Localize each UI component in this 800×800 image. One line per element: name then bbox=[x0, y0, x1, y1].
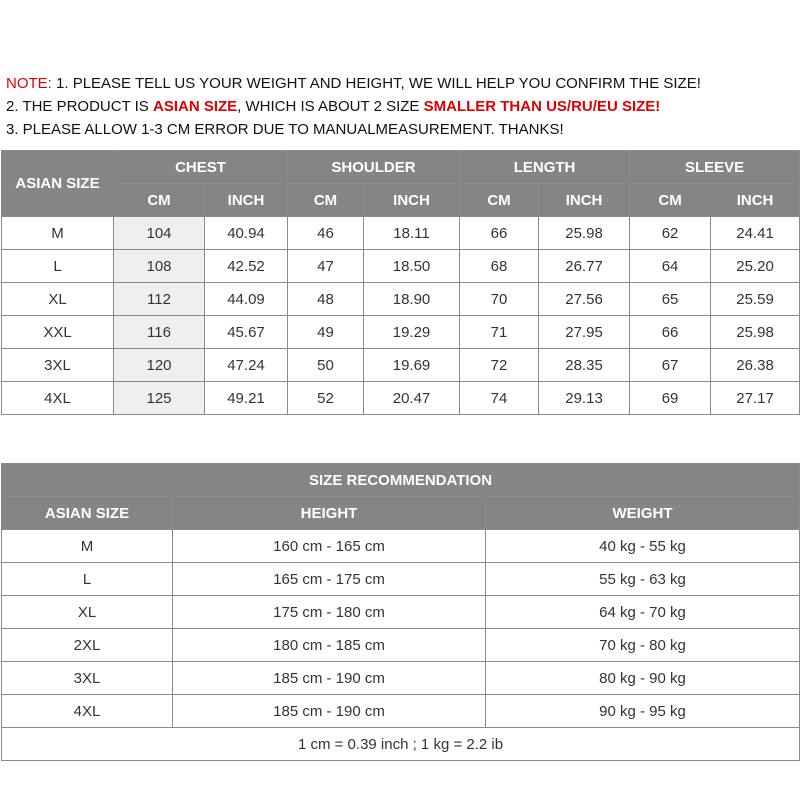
sleeve-header: SLEEVE bbox=[630, 151, 800, 184]
length-header: LENGTH bbox=[460, 151, 630, 184]
note-line-3: 3. PLEASE ALLOW 1-3 CM ERROR DUE TO MANUALMEASUREMENT. THANKS! bbox=[6, 121, 564, 138]
table-row bbox=[2, 349, 800, 382]
size-cell: 3XL bbox=[2, 349, 114, 382]
rec-height-cell: 165 cm - 175 cm bbox=[173, 563, 486, 596]
rec-weight-cell: 70 kg - 80 kg bbox=[486, 629, 800, 662]
measure-cell: 28.35 bbox=[539, 349, 630, 382]
unit-header: CM bbox=[630, 184, 711, 217]
measure-cell: 47 bbox=[288, 250, 364, 283]
measure-cell: 18.50 bbox=[364, 250, 460, 283]
measure-cell: 69 bbox=[630, 382, 711, 415]
note-text-1: 1. PLEASE TELL US YOUR WEIGHT AND HEIGHT, WE WILL HELP YOU CONFIRM THE SIZE! bbox=[51, 75, 701, 92]
measure-cell: 66 bbox=[460, 217, 539, 250]
table-row bbox=[2, 382, 800, 415]
rec-height-cell: 185 cm - 190 cm bbox=[173, 662, 486, 695]
measure-cell: 64 bbox=[630, 250, 711, 283]
unit-header-row bbox=[2, 184, 800, 217]
measure-cell: 65 bbox=[630, 283, 711, 316]
size-chart-table bbox=[1, 150, 800, 415]
measure-cell: 52 bbox=[288, 382, 364, 415]
table-row bbox=[2, 563, 800, 596]
rec-height-cell: 180 cm - 185 cm bbox=[173, 629, 486, 662]
size-header-row bbox=[2, 151, 800, 184]
measure-cell: 26.77 bbox=[539, 250, 630, 283]
rec-weight-header: WEIGHT bbox=[486, 497, 800, 530]
size-cell: XL bbox=[2, 283, 114, 316]
table-row bbox=[2, 250, 800, 283]
measure-cell: 108 bbox=[114, 250, 205, 283]
rec-weight-cell: 40 kg - 55 kg bbox=[486, 530, 800, 563]
measure-cell: 68 bbox=[460, 250, 539, 283]
measure-cell: 25.20 bbox=[711, 250, 800, 283]
measure-cell: 70 bbox=[460, 283, 539, 316]
size-cell: 4XL bbox=[2, 382, 114, 415]
measure-cell: 67 bbox=[630, 349, 711, 382]
rec-size-cell: M bbox=[2, 530, 173, 563]
measure-cell: 20.47 bbox=[364, 382, 460, 415]
rec-size-cell: 3XL bbox=[2, 662, 173, 695]
unit-header: INCH bbox=[205, 184, 288, 217]
note-line-2 bbox=[6, 95, 796, 118]
measure-cell: 27.56 bbox=[539, 283, 630, 316]
measure-cell: 112 bbox=[114, 283, 205, 316]
table-row bbox=[2, 662, 800, 695]
measure-cell: 44.09 bbox=[205, 283, 288, 316]
size-cell: M bbox=[2, 217, 114, 250]
recommendation-header-row bbox=[2, 497, 800, 530]
rec-size-cell: L bbox=[2, 563, 173, 596]
measure-cell: 49.21 bbox=[205, 382, 288, 415]
measure-cell: 27.95 bbox=[539, 316, 630, 349]
measure-cell: 25.98 bbox=[711, 316, 800, 349]
measure-cell: 50 bbox=[288, 349, 364, 382]
conversion-footer-row bbox=[2, 728, 800, 761]
rec-weight-cell: 55 kg - 63 kg bbox=[486, 563, 800, 596]
measure-cell: 74 bbox=[460, 382, 539, 415]
note-smaller-size: SMALLER THAN US/RU/EU SIZE! bbox=[423, 98, 661, 115]
rec-weight-cell: 64 kg - 70 kg bbox=[486, 596, 800, 629]
measure-cell: 48 bbox=[288, 283, 364, 316]
measure-cell: 27.17 bbox=[711, 382, 800, 415]
size-cell: L bbox=[2, 250, 114, 283]
measure-cell: 45.67 bbox=[205, 316, 288, 349]
rec-size-header: ASIAN SIZE bbox=[2, 497, 173, 530]
note-line-1 bbox=[6, 72, 796, 95]
rec-height-cell: 185 cm - 190 cm bbox=[173, 695, 486, 728]
measure-cell: 19.29 bbox=[364, 316, 460, 349]
size-recommendation-table bbox=[1, 463, 800, 761]
measure-cell: 18.11 bbox=[364, 217, 460, 250]
table-row bbox=[2, 695, 800, 728]
measure-cell: 120 bbox=[114, 349, 205, 382]
recommendation-title: SIZE RECOMMENDATION bbox=[2, 464, 800, 497]
table-row bbox=[2, 530, 800, 563]
measure-cell: 26.38 bbox=[711, 349, 800, 382]
measure-cell: 104 bbox=[114, 217, 205, 250]
measure-cell: 66 bbox=[630, 316, 711, 349]
table-row bbox=[2, 629, 800, 662]
unit-header: CM bbox=[288, 184, 364, 217]
table-row bbox=[2, 217, 800, 250]
chest-header: CHEST bbox=[114, 151, 288, 184]
rec-height-cell: 160 cm - 165 cm bbox=[173, 530, 486, 563]
table-row bbox=[2, 283, 800, 316]
note-text-2a: 2. THE PRODUCT IS bbox=[6, 98, 153, 115]
measure-cell: 116 bbox=[114, 316, 205, 349]
measure-cell: 125 bbox=[114, 382, 205, 415]
rec-size-cell: XL bbox=[2, 596, 173, 629]
measure-cell: 24.41 bbox=[711, 217, 800, 250]
measure-cell: 25.98 bbox=[539, 217, 630, 250]
measure-cell: 47.24 bbox=[205, 349, 288, 382]
table-row bbox=[2, 596, 800, 629]
rec-height-header: HEIGHT bbox=[173, 497, 486, 530]
measure-cell: 40.94 bbox=[205, 217, 288, 250]
conversion-note: 1 cm = 0.39 inch ; 1 kg = 2.2 ib bbox=[2, 728, 800, 761]
rec-size-cell: 2XL bbox=[2, 629, 173, 662]
note-label: NOTE: bbox=[6, 75, 52, 92]
measure-cell: 72 bbox=[460, 349, 539, 382]
unit-header: INCH bbox=[364, 184, 460, 217]
rec-weight-cell: 80 kg - 90 kg bbox=[486, 662, 800, 695]
rec-height-cell: 175 cm - 180 cm bbox=[173, 596, 486, 629]
size-notes bbox=[6, 72, 796, 141]
measure-cell: 19.69 bbox=[364, 349, 460, 382]
note-text-2c: , WHICH IS ABOUT 2 SIZE bbox=[237, 98, 424, 115]
unit-header: INCH bbox=[539, 184, 630, 217]
recommendation-title-row bbox=[2, 464, 800, 497]
shoulder-header: SHOULDER bbox=[288, 151, 460, 184]
measure-cell: 29.13 bbox=[539, 382, 630, 415]
rec-weight-cell: 90 kg - 95 kg bbox=[486, 695, 800, 728]
measure-cell: 62 bbox=[630, 217, 711, 250]
unit-header: INCH bbox=[711, 184, 800, 217]
rec-size-cell: 4XL bbox=[2, 695, 173, 728]
measure-cell: 49 bbox=[288, 316, 364, 349]
asian-size-header: ASIAN SIZE bbox=[2, 151, 114, 217]
note-asian-size: ASIAN SIZE bbox=[152, 98, 238, 115]
measure-cell: 46 bbox=[288, 217, 364, 250]
measure-cell: 18.90 bbox=[364, 283, 460, 316]
unit-header: CM bbox=[460, 184, 539, 217]
unit-header: CM bbox=[114, 184, 205, 217]
measure-cell: 71 bbox=[460, 316, 539, 349]
measure-cell: 25.59 bbox=[711, 283, 800, 316]
table-row bbox=[2, 316, 800, 349]
measure-cell: 42.52 bbox=[205, 250, 288, 283]
size-cell: XXL bbox=[2, 316, 114, 349]
